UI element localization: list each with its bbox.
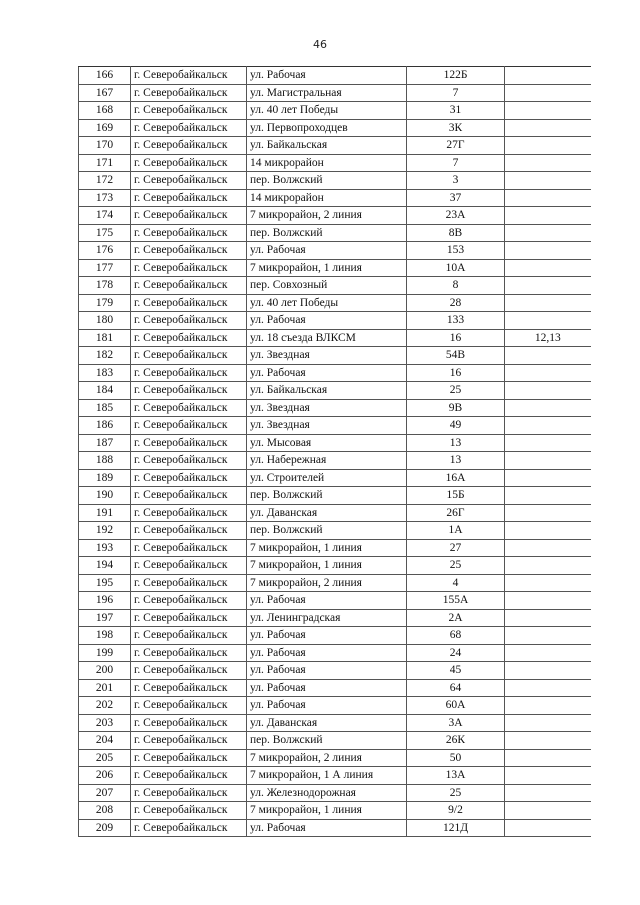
street-cell: ул. Железнодорожная: [247, 784, 407, 802]
note-cell: [505, 522, 591, 540]
note-cell: [505, 592, 591, 610]
row-number: 201: [79, 679, 131, 697]
note-cell: [505, 609, 591, 627]
street-cell: пер. Волжский: [247, 487, 407, 505]
street-cell: ул. Звездная: [247, 399, 407, 417]
house-number-cell: 45: [407, 662, 505, 680]
note-cell: [505, 802, 591, 820]
house-number-cell: 121Д: [407, 819, 505, 837]
table-row: [79, 557, 591, 575]
table-row: [79, 802, 591, 820]
row-number: 189: [79, 469, 131, 487]
note-cell: [505, 154, 591, 172]
table-row: [79, 714, 591, 732]
city-cell: г. Северобайкальск: [131, 574, 247, 592]
street-cell: 7 микрорайон, 1 линия: [247, 557, 407, 575]
table-row: [79, 417, 591, 435]
note-cell: [505, 84, 591, 102]
city-cell: г. Северобайкальск: [131, 102, 247, 120]
row-number: 196: [79, 592, 131, 610]
city-cell: г. Северобайкальск: [131, 84, 247, 102]
note-cell: [505, 732, 591, 750]
row-number: 172: [79, 172, 131, 190]
row-number: 183: [79, 364, 131, 382]
note-cell: [505, 574, 591, 592]
table-row: [79, 154, 591, 172]
note-cell: [505, 487, 591, 505]
street-cell: ул. Рабочая: [247, 627, 407, 645]
table-row: [79, 522, 591, 540]
city-cell: г. Северобайкальск: [131, 189, 247, 207]
house-number-cell: 25: [407, 557, 505, 575]
house-number-cell: 60А: [407, 697, 505, 715]
row-number: 176: [79, 242, 131, 260]
row-number: 191: [79, 504, 131, 522]
house-number-cell: 13: [407, 452, 505, 470]
city-cell: г. Северобайкальск: [131, 662, 247, 680]
table-row: [79, 102, 591, 120]
table-row: [79, 679, 591, 697]
row-number: 193: [79, 539, 131, 557]
table-row: [79, 732, 591, 750]
table-row: [79, 189, 591, 207]
house-number-cell: 31: [407, 102, 505, 120]
street-cell: пер. Волжский: [247, 732, 407, 750]
street-cell: ул. Рабочая: [247, 662, 407, 680]
city-cell: г. Северобайкальск: [131, 714, 247, 732]
table-row: [79, 242, 591, 260]
note-cell: [505, 557, 591, 575]
house-number-cell: 68: [407, 627, 505, 645]
street-cell: ул. Рабочая: [247, 592, 407, 610]
city-cell: г. Северобайкальск: [131, 732, 247, 750]
row-number: 178: [79, 277, 131, 295]
note-cell: [505, 347, 591, 365]
street-cell: ул. Рабочая: [247, 679, 407, 697]
city-cell: г. Северобайкальск: [131, 434, 247, 452]
street-cell: ул. Даванская: [247, 504, 407, 522]
note-cell: [505, 189, 591, 207]
street-cell: 14 микрорайон: [247, 154, 407, 172]
note-cell: [505, 102, 591, 120]
street-cell: 7 микрорайон, 1 линия: [247, 539, 407, 557]
street-cell: ул. Звездная: [247, 417, 407, 435]
city-cell: г. Северобайкальск: [131, 329, 247, 347]
table-row: [79, 592, 591, 610]
house-number-cell: 23А: [407, 207, 505, 225]
city-cell: г. Северобайкальск: [131, 137, 247, 155]
note-cell: [505, 434, 591, 452]
house-number-cell: 26К: [407, 732, 505, 750]
street-cell: 7 микрорайон, 2 линия: [247, 749, 407, 767]
note-cell: [505, 452, 591, 470]
street-cell: ул. Даванская: [247, 714, 407, 732]
street-cell: 7 микрорайон, 1 линия: [247, 259, 407, 277]
street-cell: 7 микрорайон, 1 А линия: [247, 767, 407, 785]
note-cell: [505, 277, 591, 295]
house-number-cell: 28: [407, 294, 505, 312]
row-number: 170: [79, 137, 131, 155]
row-number: 174: [79, 207, 131, 225]
street-cell: ул. Набережная: [247, 452, 407, 470]
row-number: 206: [79, 767, 131, 785]
street-cell: ул. Рабочая: [247, 697, 407, 715]
street-cell: ул. Рабочая: [247, 67, 407, 85]
street-cell: пер. Волжский: [247, 172, 407, 190]
address-table: [78, 66, 591, 837]
city-cell: г. Северобайкальск: [131, 469, 247, 487]
house-number-cell: 49: [407, 417, 505, 435]
note-cell: [505, 469, 591, 487]
note-cell: [505, 679, 591, 697]
table-row: [79, 539, 591, 557]
row-number: 175: [79, 224, 131, 242]
street-cell: пер. Волжский: [247, 522, 407, 540]
row-number: 186: [79, 417, 131, 435]
table-row: [79, 84, 591, 102]
table-row: [79, 224, 591, 242]
street-cell: пер. Волжский: [247, 224, 407, 242]
city-cell: г. Северобайкальск: [131, 819, 247, 837]
street-cell: ул. Первопроходцев: [247, 119, 407, 137]
house-number-cell: 16: [407, 364, 505, 382]
row-number: 200: [79, 662, 131, 680]
row-number: 167: [79, 84, 131, 102]
row-number: 190: [79, 487, 131, 505]
city-cell: г. Северобайкальск: [131, 399, 247, 417]
table-row: [79, 819, 591, 837]
house-number-cell: 24: [407, 644, 505, 662]
city-cell: г. Северобайкальск: [131, 347, 247, 365]
city-cell: г. Северобайкальск: [131, 487, 247, 505]
street-cell: ул. Рабочая: [247, 242, 407, 260]
note-cell: [505, 364, 591, 382]
city-cell: г. Северобайкальск: [131, 224, 247, 242]
row-number: 168: [79, 102, 131, 120]
city-cell: г. Северобайкальск: [131, 382, 247, 400]
page-number: 46: [313, 38, 327, 51]
note-cell: [505, 172, 591, 190]
note-cell: [505, 539, 591, 557]
house-number-cell: 1А: [407, 522, 505, 540]
house-number-cell: 9В: [407, 399, 505, 417]
row-number: 188: [79, 452, 131, 470]
note-cell: [505, 749, 591, 767]
house-number-cell: 16: [407, 329, 505, 347]
table-row: [79, 644, 591, 662]
row-number: 171: [79, 154, 131, 172]
street-cell: ул. 40 лет Победы: [247, 102, 407, 120]
street-cell: 14 микрорайон: [247, 189, 407, 207]
city-cell: г. Северобайкальск: [131, 417, 247, 435]
table-row: [79, 382, 591, 400]
row-number: 197: [79, 609, 131, 627]
street-cell: ул. Рабочая: [247, 312, 407, 330]
city-cell: г. Северобайкальск: [131, 802, 247, 820]
note-cell: [505, 382, 591, 400]
street-cell: ул. Ленинградская: [247, 609, 407, 627]
street-cell: ул. 40 лет Победы: [247, 294, 407, 312]
row-number: 208: [79, 802, 131, 820]
house-number-cell: 122Б: [407, 67, 505, 85]
row-number: 209: [79, 819, 131, 837]
table-row: [79, 119, 591, 137]
table-row: [79, 487, 591, 505]
table-row: [79, 434, 591, 452]
city-cell: г. Северобайкальск: [131, 767, 247, 785]
table-row: [79, 574, 591, 592]
table-row: [79, 784, 591, 802]
house-number-cell: 64: [407, 679, 505, 697]
house-number-cell: 3: [407, 172, 505, 190]
table-row: [79, 67, 591, 85]
note-cell: [505, 784, 591, 802]
row-number: 180: [79, 312, 131, 330]
city-cell: г. Северобайкальск: [131, 644, 247, 662]
row-number: 199: [79, 644, 131, 662]
row-number: 166: [79, 67, 131, 85]
note-cell: [505, 714, 591, 732]
row-number: 195: [79, 574, 131, 592]
note-cell: [505, 312, 591, 330]
table-row: [79, 627, 591, 645]
note-cell: [505, 399, 591, 417]
row-number: 184: [79, 382, 131, 400]
note-cell: [505, 504, 591, 522]
row-number: 192: [79, 522, 131, 540]
table-row: [79, 469, 591, 487]
note-cell: [505, 119, 591, 137]
city-cell: г. Северобайкальск: [131, 207, 247, 225]
city-cell: г. Северобайкальск: [131, 242, 247, 260]
city-cell: г. Северобайкальск: [131, 277, 247, 295]
house-number-cell: 37: [407, 189, 505, 207]
house-number-cell: 7: [407, 154, 505, 172]
note-cell: [505, 67, 591, 85]
note-cell: 12,13: [505, 329, 591, 347]
house-number-cell: 15Б: [407, 487, 505, 505]
street-cell: ул. Мысовая: [247, 434, 407, 452]
table-row: [79, 347, 591, 365]
note-cell: [505, 242, 591, 260]
row-number: 177: [79, 259, 131, 277]
house-number-cell: 27Г: [407, 137, 505, 155]
street-cell: 7 микрорайон, 1 линия: [247, 802, 407, 820]
table-row: [79, 329, 591, 347]
row-number: 169: [79, 119, 131, 137]
note-cell: [505, 644, 591, 662]
street-cell: пер. Совхозный: [247, 277, 407, 295]
house-number-cell: 153: [407, 242, 505, 260]
house-number-cell: 8: [407, 277, 505, 295]
street-cell: 7 микрорайон, 2 линия: [247, 574, 407, 592]
city-cell: г. Северобайкальск: [131, 154, 247, 172]
house-number-cell: 25: [407, 784, 505, 802]
street-cell: ул. Рабочая: [247, 364, 407, 382]
table-row: [79, 609, 591, 627]
street-cell: ул. Байкальская: [247, 382, 407, 400]
note-cell: [505, 294, 591, 312]
street-cell: ул. Рабочая: [247, 819, 407, 837]
row-number: 185: [79, 399, 131, 417]
city-cell: г. Северобайкальск: [131, 539, 247, 557]
house-number-cell: 2А: [407, 609, 505, 627]
city-cell: г. Северобайкальск: [131, 679, 247, 697]
house-number-cell: 25: [407, 382, 505, 400]
house-number-cell: 9/2: [407, 802, 505, 820]
city-cell: г. Северобайкальск: [131, 259, 247, 277]
house-number-cell: 50: [407, 749, 505, 767]
street-cell: ул. 18 съезда ВЛКСМ: [247, 329, 407, 347]
note-cell: [505, 207, 591, 225]
table-row: [79, 277, 591, 295]
city-cell: г. Северобайкальск: [131, 697, 247, 715]
row-number: 198: [79, 627, 131, 645]
note-cell: [505, 697, 591, 715]
house-number-cell: 26Г: [407, 504, 505, 522]
row-number: 182: [79, 347, 131, 365]
row-number: 204: [79, 732, 131, 750]
house-number-cell: 3К: [407, 119, 505, 137]
house-number-cell: 4: [407, 574, 505, 592]
city-cell: г. Северобайкальск: [131, 557, 247, 575]
note-cell: [505, 417, 591, 435]
table-row: [79, 137, 591, 155]
house-number-cell: 7: [407, 84, 505, 102]
city-cell: г. Северобайкальск: [131, 504, 247, 522]
city-cell: г. Северобайкальск: [131, 609, 247, 627]
house-number-cell: 54В: [407, 347, 505, 365]
table-row: [79, 207, 591, 225]
row-number: 203: [79, 714, 131, 732]
house-number-cell: 133: [407, 312, 505, 330]
city-cell: г. Северобайкальск: [131, 67, 247, 85]
house-number-cell: 155А: [407, 592, 505, 610]
table-row: [79, 697, 591, 715]
note-cell: [505, 662, 591, 680]
note-cell: [505, 819, 591, 837]
city-cell: г. Северобайкальск: [131, 172, 247, 190]
table-row: [79, 172, 591, 190]
house-number-cell: 3А: [407, 714, 505, 732]
table-row: [79, 767, 591, 785]
house-number-cell: 13А: [407, 767, 505, 785]
table-row: [79, 452, 591, 470]
house-number-cell: 13: [407, 434, 505, 452]
table-row: [79, 399, 591, 417]
row-number: 181: [79, 329, 131, 347]
city-cell: г. Северобайкальск: [131, 749, 247, 767]
row-number: 173: [79, 189, 131, 207]
note-cell: [505, 224, 591, 242]
row-number: 194: [79, 557, 131, 575]
row-number: 205: [79, 749, 131, 767]
note-cell: [505, 627, 591, 645]
house-number-cell: 16А: [407, 469, 505, 487]
city-cell: г. Северобайкальск: [131, 452, 247, 470]
city-cell: г. Северобайкальск: [131, 312, 247, 330]
table-row: [79, 294, 591, 312]
row-number: 202: [79, 697, 131, 715]
row-number: 187: [79, 434, 131, 452]
table-row: [79, 662, 591, 680]
street-cell: ул. Байкальская: [247, 137, 407, 155]
table-row: [79, 364, 591, 382]
house-number-cell: 27: [407, 539, 505, 557]
row-number: 179: [79, 294, 131, 312]
city-cell: г. Северобайкальск: [131, 522, 247, 540]
house-number-cell: 10А: [407, 259, 505, 277]
table-row: [79, 312, 591, 330]
city-cell: г. Северобайкальск: [131, 119, 247, 137]
street-cell: 7 микрорайон, 2 линия: [247, 207, 407, 225]
street-cell: ул. Звездная: [247, 347, 407, 365]
note-cell: [505, 137, 591, 155]
note-cell: [505, 767, 591, 785]
house-number-cell: 8В: [407, 224, 505, 242]
city-cell: г. Северобайкальск: [131, 294, 247, 312]
street-cell: ул. Магистральная: [247, 84, 407, 102]
row-number: 207: [79, 784, 131, 802]
table-row: [79, 259, 591, 277]
city-cell: г. Северобайкальск: [131, 592, 247, 610]
table-row: [79, 749, 591, 767]
note-cell: [505, 259, 591, 277]
city-cell: г. Северобайкальск: [131, 627, 247, 645]
street-cell: ул. Строителей: [247, 469, 407, 487]
table-row: [79, 504, 591, 522]
city-cell: г. Северобайкальск: [131, 364, 247, 382]
city-cell: г. Северобайкальск: [131, 784, 247, 802]
street-cell: ул. Рабочая: [247, 644, 407, 662]
